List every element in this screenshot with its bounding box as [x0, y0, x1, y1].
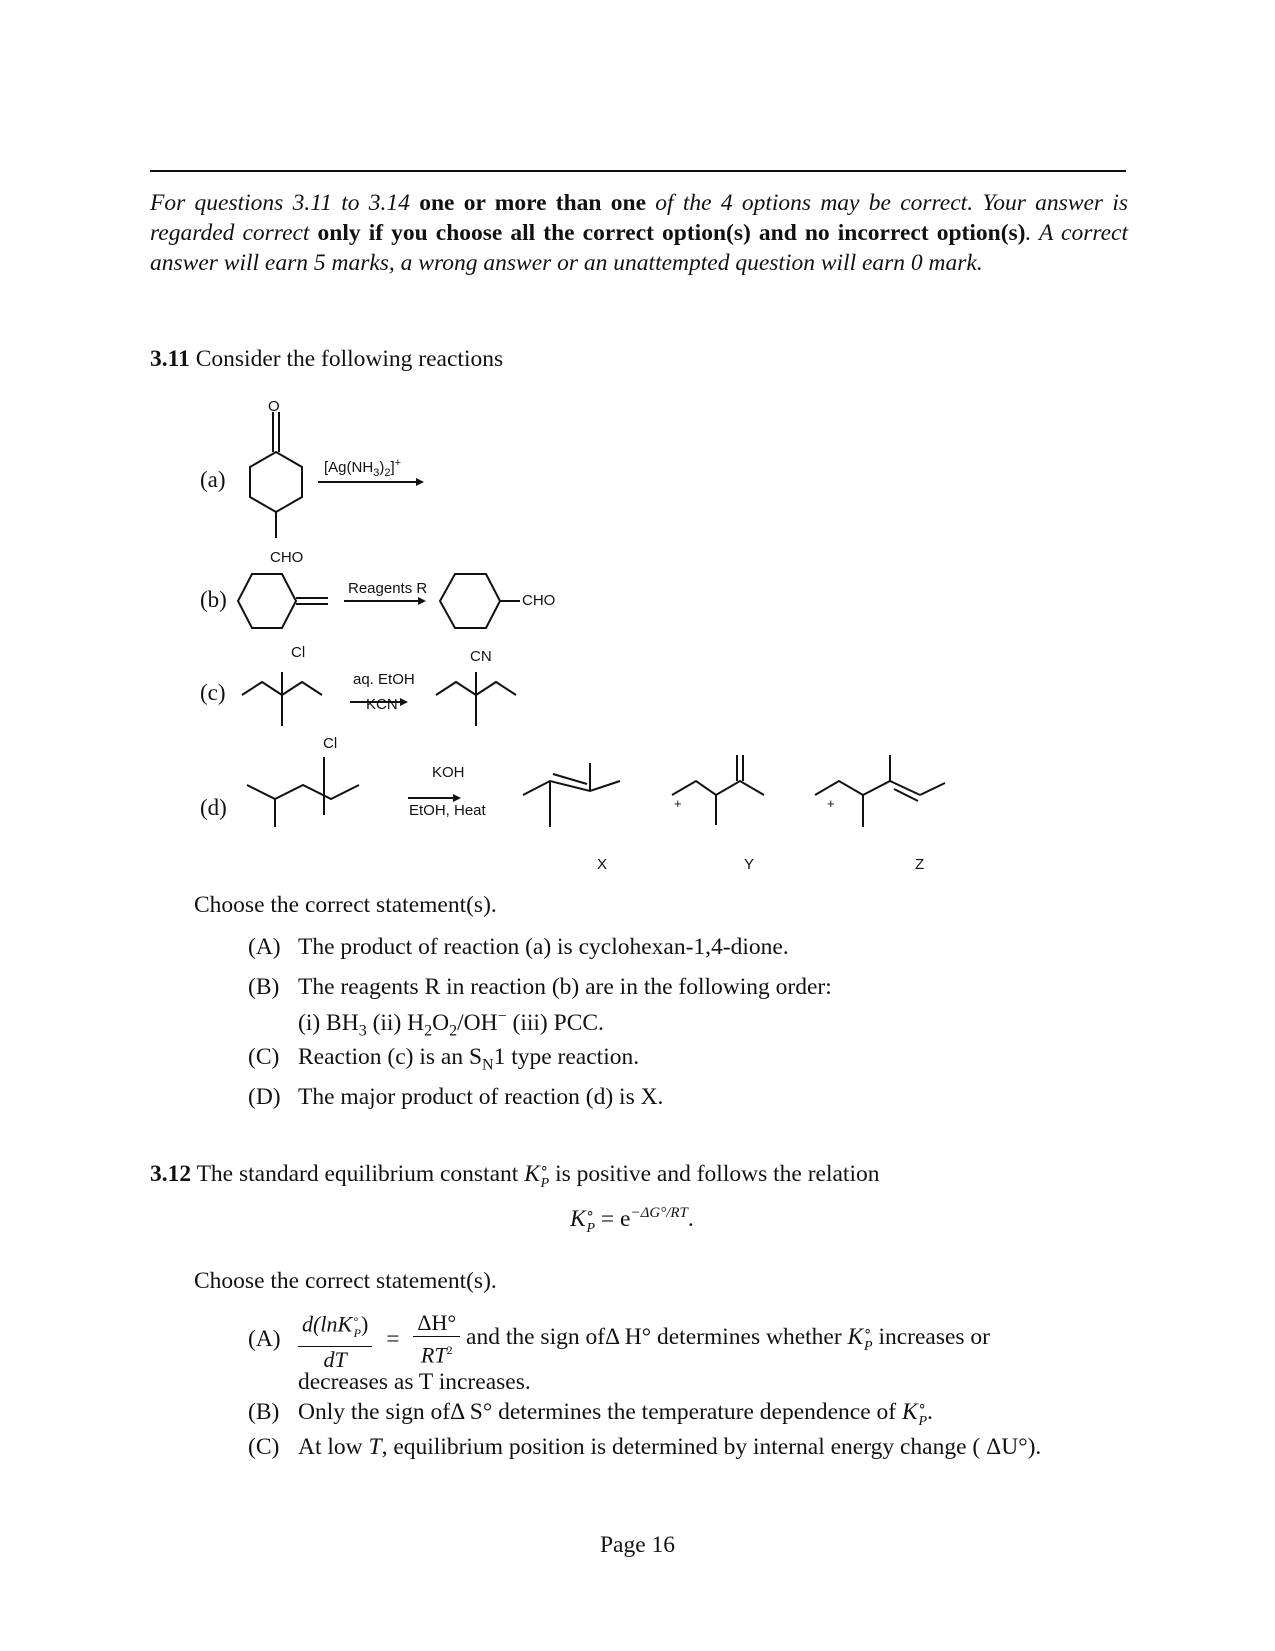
- q312-option-a: (A) $\frac{d(\ln K^\circ_P)}{dT}$ = $\frac{\Delta H^\circ}{RT^2}$ and the sign ofΔ H° determines whether $K^\circ_P$ increases or decreases as T increases.: [248, 1306, 1128, 1397]
- reaction-a-o-label: O: [268, 398, 280, 415]
- instr-part5: . A correct answer will earn 5 marks, a wrong answer or an unattempted question will earn 0 mark.: [150, 220, 1129, 276]
- reaction-b-label: (b): [200, 587, 227, 612]
- q311-heading: [150, 346, 503, 373]
- reaction-a-label: (a): [200, 467, 226, 492]
- reaction-c-reagent-bottom: KCN: [366, 696, 398, 713]
- reaction-c-cl-label: Cl: [291, 644, 306, 661]
- reaction-b-cho-label: CHO: [522, 592, 556, 609]
- reaction-d-cl-label: Cl: [323, 735, 338, 752]
- reaction-d-reagent-bottom: EtOH, Heat: [409, 802, 486, 819]
- instr-part3: of the 4 options may be correct. Your answer is regarded correct: [150, 190, 1129, 246]
- instr-part1: For questions 3.11 to 3.14: [150, 190, 410, 216]
- reaction-c-reagent-top: aq. EtOH: [353, 671, 415, 688]
- q311-option-c: (C) Reaction (c) is an $S_N1$ type reaction.: [248, 1044, 640, 1074]
- reaction-d-structure: [245, 755, 965, 850]
- q311-option-d: (D) The major product of reaction (d) is X.: [248, 1084, 664, 1110]
- product-y-label: Y: [744, 856, 755, 873]
- q311-option-b: (B) The reagents R in reaction (b) are in the following order: (i) $BH_3$ (ii) $H_2O_2/OH^-$ (iii) PCC.: [248, 974, 832, 1040]
- q312-option-b: (B) Only the sign ofΔ S° determines the temperature dependence of $K^\circ_P$.: [248, 1398, 933, 1429]
- q312-choose-prompt: Choose the correct statement(s).: [194, 1268, 497, 1294]
- q311-option-a: (A) The product of reaction (a) is cyclohexan-1,4-dione.: [248, 934, 789, 960]
- product-x-label: X: [597, 856, 608, 873]
- reaction-d-plus-2: +: [827, 796, 835, 811]
- q312-option-c: (C) At low T, equilibrium position is determined by internal energy change ( ΔU°).: [248, 1434, 1042, 1460]
- instructions-paragraph: [150, 188, 1128, 278]
- q311-choose-prompt: Choose the correct statement(s).: [194, 892, 497, 918]
- reaction-c-label: (c): [200, 680, 226, 705]
- reaction-a-cho-label: CHO: [270, 549, 304, 566]
- q311-number: 3.11: [150, 346, 190, 372]
- reaction-c-cn-label: CN: [470, 648, 492, 665]
- instr-part2: one or more than one: [419, 190, 647, 216]
- reaction-d-label: (d): [200, 795, 227, 820]
- reaction-b-reagent: Reagents R: [348, 580, 428, 597]
- q311-text: Consider the following reactions: [195, 346, 504, 372]
- q312-equation: $K^\circ_P = e^{-\Delta G^\circ/RT}$.: [570, 1205, 694, 1236]
- header-rule: [150, 170, 1126, 172]
- instr-part4: only if you choose all the correct option(s) and no incorrect option(s): [317, 220, 1026, 246]
- page-number: Page 16: [599, 1532, 676, 1558]
- reaction-a-reagent: $[Ag(NH_3)_2]^+$: [324, 457, 402, 479]
- reaction-d-reagent-top: KOH: [432, 764, 465, 781]
- q312-number: 3.12: [150, 1160, 192, 1187]
- reaction-d-plus-1: +: [674, 796, 682, 811]
- product-z-label: Z: [915, 856, 925, 873]
- q312-heading: 3.12 The standard equilibrium constant $K^\circ_P$ is positive and follows the relation: [150, 1160, 880, 1191]
